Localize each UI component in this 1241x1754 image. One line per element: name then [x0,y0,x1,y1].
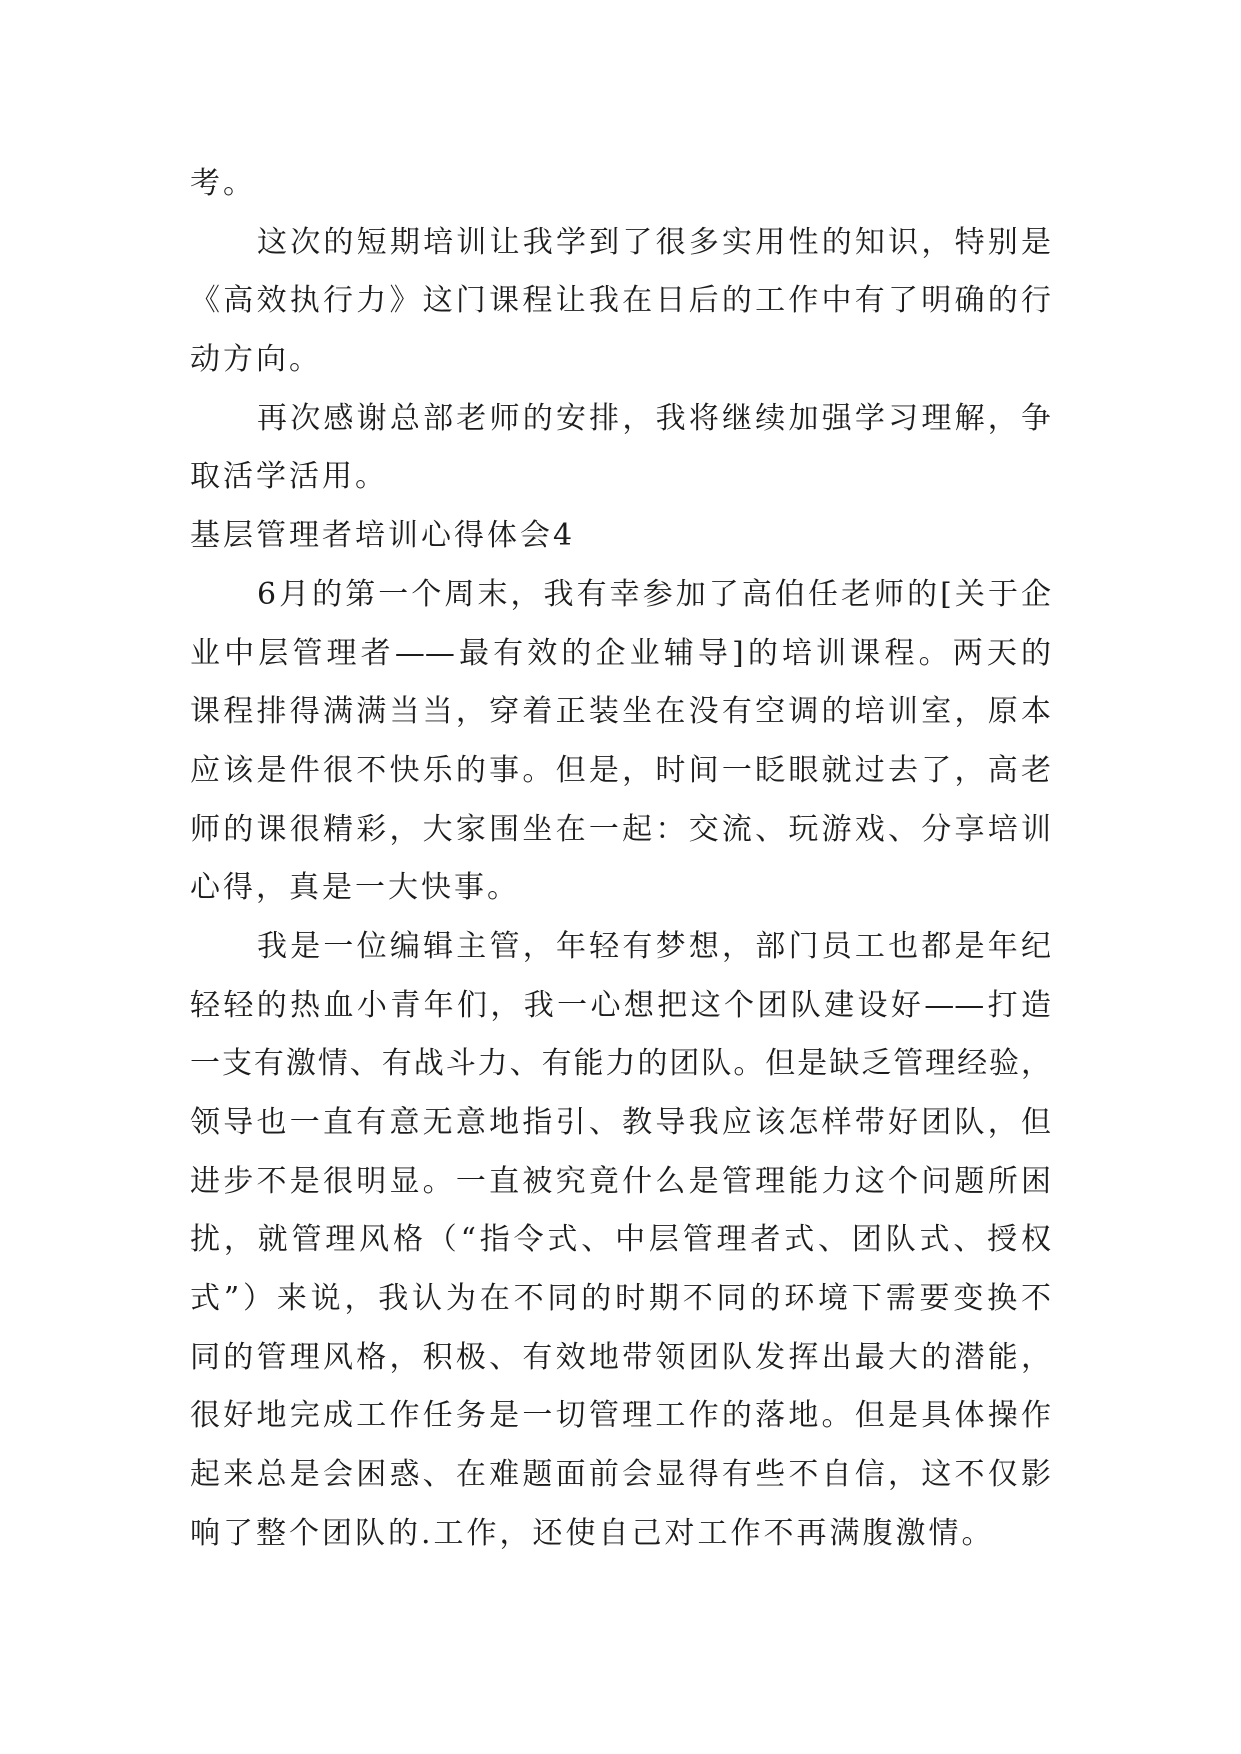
paragraph [190,390,1051,507]
paragraph-line: 心得，真是一大快事。 [190,870,520,906]
paragraph-line: 我是一位编辑主管，年轻有梦想，部门员工也都是年纪 [257,928,1051,964]
paragraph-line: 起来总是会困惑、在难题面前会显得有些不自信，这不仅影 [190,1457,1051,1493]
paragraph-line: 业中层管理者——最有效的企业辅导]的培训课程。两天的 [190,635,1051,671]
paragraph-line: 轻轻的热血小青年们，我一心想把这个团队建设好——打造 [190,987,1051,1023]
paragraph-line: 同的管理风格，积极、有效地带领团队发挥出最大的潜能， [190,1339,1051,1375]
paragraph-line: 再次感谢总部老师的安排，我将继续加强学习理解，争 [257,400,1051,436]
paragraph-line: 课程排得满满当当，穿着正装坐在没有空调的培训室，原本 [190,694,1051,730]
paragraph-line: 进步不是很明显。一直被究竟什么是管理能力这个问题所困 [190,1163,1051,1199]
paragraph-line: 扰，就管理风格（“指令式、中层管理者式、团队式、授权 [190,1222,1051,1258]
paragraph-line: 一支有激情、有战斗力、有能力的团队。但是缺乏管理经验， [190,1046,1051,1082]
paragraph-line: 应该是件很不快乐的事。但是，时间一眨眼就过去了，高老 [190,752,1051,788]
paragraph-line: 考。 [190,166,256,201]
paragraph [190,214,1051,390]
continued-paragraph [190,155,1051,214]
document-page [190,155,1051,1564]
paragraph [190,566,1051,918]
paragraph-line: 《高效执行力》这门课程让我在日后的工作中有了明确的行 [190,283,1051,319]
paragraph-line: 领导也一直有意无意地指引、教导我应该怎样带好团队，但 [190,1105,1051,1140]
paragraph-line: 师的课很精彩，大家围坐在一起：交流、玩游戏、分享培训 [190,811,1051,847]
paragraph-line: 响了整个团队的.工作，还使自己对工作不再满腹激情。 [190,1515,995,1551]
section-heading: 基层管理者培训心得体会4 [190,518,576,554]
paragraph-line: 6月的第一个周末，我有幸参加了高伯任老师的[关于企 [257,576,1051,612]
paragraph-line: 式”）来说，我认为在不同的时期不同的环境下需要变换不 [190,1281,1051,1317]
paragraph-line: 取活学活用。 [190,459,388,495]
paragraph-line: 很好地完成工作任务是一切管理工作的落地。但是具体操作 [190,1398,1051,1434]
paragraph-line: 动方向。 [190,342,322,378]
paragraph-line: 这次的短期培训让我学到了很多实用性的知识，特别是 [257,224,1051,260]
paragraph [190,918,1051,1564]
